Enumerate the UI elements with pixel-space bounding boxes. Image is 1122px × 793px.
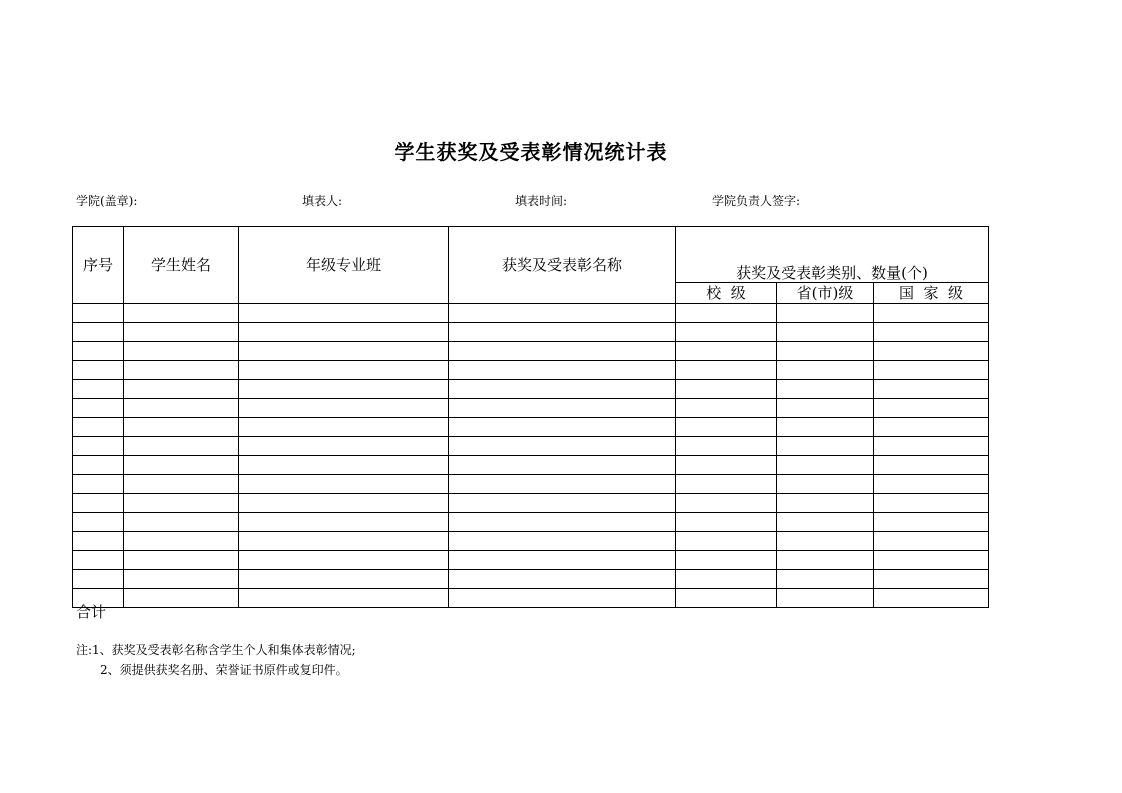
table-cell[interactable] <box>239 570 449 589</box>
table-cell[interactable] <box>676 361 777 380</box>
table-cell[interactable] <box>449 456 676 475</box>
table-row <box>73 342 989 361</box>
table-cell[interactable] <box>874 513 989 532</box>
table-cell[interactable] <box>124 304 239 323</box>
college-seal-label: 学院(盖章): <box>76 194 138 208</box>
total-label: 合计 <box>76 603 107 621</box>
table-cell[interactable] <box>73 551 124 570</box>
table-cell[interactable] <box>874 361 989 380</box>
table-cell[interactable] <box>239 323 449 342</box>
fill-time-label: 填表时间: <box>515 194 568 208</box>
table-cell[interactable] <box>239 589 449 608</box>
table-cell[interactable] <box>777 494 874 513</box>
header-index: 序号 <box>73 227 124 304</box>
table-cell[interactable] <box>449 494 676 513</box>
table-cell[interactable] <box>239 475 449 494</box>
table-cell[interactable] <box>777 475 874 494</box>
table-cell[interactable] <box>124 494 239 513</box>
table-cell[interactable] <box>73 532 124 551</box>
table-cell[interactable] <box>124 475 239 494</box>
table-cell[interactable] <box>73 399 124 418</box>
table-cell[interactable] <box>777 437 874 456</box>
award-statistics-table <box>72 226 989 608</box>
table-cell[interactable] <box>239 513 449 532</box>
table-cell[interactable] <box>874 475 989 494</box>
table-cell[interactable] <box>874 418 989 437</box>
table-cell[interactable] <box>449 323 676 342</box>
header-student-name: 学生姓名 <box>124 227 239 304</box>
table-cell[interactable] <box>874 380 989 399</box>
table-cell[interactable] <box>449 532 676 551</box>
table-cell[interactable] <box>874 456 989 475</box>
table-cell[interactable] <box>777 418 874 437</box>
table-cell[interactable] <box>777 399 874 418</box>
table-cell[interactable] <box>124 513 239 532</box>
table-cell[interactable] <box>676 418 777 437</box>
table-row <box>73 551 989 570</box>
table-cell[interactable] <box>874 342 989 361</box>
table-cell[interactable] <box>124 380 239 399</box>
table-cell[interactable] <box>449 304 676 323</box>
table-row <box>73 532 989 551</box>
table-cell[interactable] <box>676 532 777 551</box>
table-cell[interactable] <box>124 570 239 589</box>
table-cell[interactable] <box>124 361 239 380</box>
table-cell[interactable] <box>449 513 676 532</box>
header-award-name: 获奖及受表彰名称 <box>449 227 676 304</box>
header-category-group: 获奖及受表彰类别、数量(个) <box>676 227 989 283</box>
table-cell[interactable] <box>124 589 239 608</box>
page-title: 学生获奖及受表彰情况统计表 <box>394 140 668 164</box>
table-cell[interactable] <box>777 361 874 380</box>
table-cell[interactable] <box>239 380 449 399</box>
table-cell[interactable] <box>73 418 124 437</box>
table-cell[interactable] <box>777 551 874 570</box>
table-cell[interactable] <box>73 304 124 323</box>
table-cell[interactable] <box>676 323 777 342</box>
table-row <box>73 456 989 475</box>
table-cell[interactable] <box>777 380 874 399</box>
table-cell[interactable] <box>777 342 874 361</box>
table-cell[interactable] <box>124 418 239 437</box>
table-cell[interactable] <box>676 494 777 513</box>
table-row <box>73 513 989 532</box>
table-cell[interactable] <box>124 456 239 475</box>
table-row <box>73 494 989 513</box>
table-cell[interactable] <box>449 437 676 456</box>
header-row <box>73 227 989 283</box>
table-cell[interactable] <box>73 494 124 513</box>
table-cell[interactable] <box>73 342 124 361</box>
table-row <box>73 589 989 608</box>
filler-label: 填表人: <box>302 194 343 208</box>
table-cell[interactable] <box>449 551 676 570</box>
table-cell[interactable] <box>449 399 676 418</box>
table-cell[interactable] <box>676 456 777 475</box>
table-cell[interactable] <box>777 570 874 589</box>
table-row <box>73 437 989 456</box>
table-cell[interactable] <box>73 475 124 494</box>
table-cell[interactable] <box>73 570 124 589</box>
table-cell[interactable] <box>777 456 874 475</box>
table-cell[interactable] <box>676 437 777 456</box>
table-cell[interactable] <box>239 551 449 570</box>
table-cell[interactable] <box>676 475 777 494</box>
table-cell[interactable] <box>777 513 874 532</box>
table-cell[interactable] <box>676 513 777 532</box>
table-cell[interactable] <box>239 304 449 323</box>
table-cell[interactable] <box>124 532 239 551</box>
table-cell[interactable] <box>449 380 676 399</box>
table-cell[interactable] <box>239 494 449 513</box>
table-cell[interactable] <box>874 494 989 513</box>
table-cell[interactable] <box>874 551 989 570</box>
table-cell[interactable] <box>676 589 777 608</box>
table-cell[interactable] <box>874 570 989 589</box>
note-line-2: 2、须提供获奖名册、荣誉证书原件或复印件。 <box>100 663 348 677</box>
table-cell[interactable] <box>449 361 676 380</box>
table-cell[interactable] <box>239 399 449 418</box>
table-cell[interactable] <box>124 342 239 361</box>
table-cell[interactable] <box>449 570 676 589</box>
table-cell[interactable] <box>676 380 777 399</box>
table-cell[interactable] <box>874 323 989 342</box>
table-cell[interactable] <box>449 475 676 494</box>
table-cell[interactable] <box>73 380 124 399</box>
table-cell[interactable] <box>73 323 124 342</box>
table-cell[interactable] <box>124 323 239 342</box>
table-cell[interactable] <box>449 589 676 608</box>
header-province-level: 省(市)级 <box>777 282 874 303</box>
table-cell[interactable] <box>124 551 239 570</box>
table-row <box>73 570 989 589</box>
table-cell[interactable] <box>777 589 874 608</box>
table-cell[interactable] <box>239 361 449 380</box>
table-cell[interactable] <box>874 399 989 418</box>
table-cell[interactable] <box>239 532 449 551</box>
header-grade-major-class: 年级专业班 <box>239 227 449 304</box>
table-row <box>73 475 989 494</box>
table-cell[interactable] <box>874 532 989 551</box>
table-cell[interactable] <box>777 323 874 342</box>
table-cell[interactable] <box>239 437 449 456</box>
table-cell[interactable] <box>239 456 449 475</box>
table-row <box>73 399 989 418</box>
table-cell[interactable] <box>676 304 777 323</box>
table-cell[interactable] <box>73 513 124 532</box>
table-row <box>73 304 989 323</box>
table-row <box>73 380 989 399</box>
table-cell[interactable] <box>874 589 989 608</box>
table-cell[interactable] <box>874 437 989 456</box>
dean-signature-label: 学院负责人签字: <box>712 194 801 208</box>
table-cell[interactable] <box>73 361 124 380</box>
table-cell[interactable] <box>676 570 777 589</box>
table-cell[interactable] <box>239 418 449 437</box>
table-cell[interactable] <box>124 399 239 418</box>
table-cell[interactable] <box>124 437 239 456</box>
table-cell[interactable] <box>676 399 777 418</box>
table-cell[interactable] <box>676 551 777 570</box>
table-cell[interactable] <box>676 342 777 361</box>
table-cell[interactable] <box>73 456 124 475</box>
table-cell[interactable] <box>449 342 676 361</box>
header-school-level: 校 级 <box>676 282 777 303</box>
header-national-level: 国 家 级 <box>874 282 989 303</box>
table-row <box>73 323 989 342</box>
table-row <box>73 418 989 437</box>
table-cell[interactable] <box>449 418 676 437</box>
table-cell[interactable] <box>777 532 874 551</box>
table-cell[interactable] <box>239 342 449 361</box>
table-cell[interactable] <box>73 437 124 456</box>
note-line-1: 注:1、获奖及受表彰名称含学生个人和集体表彰情况; <box>76 643 356 657</box>
table-row <box>73 361 989 380</box>
table-cell[interactable] <box>777 304 874 323</box>
table-cell[interactable] <box>874 304 989 323</box>
